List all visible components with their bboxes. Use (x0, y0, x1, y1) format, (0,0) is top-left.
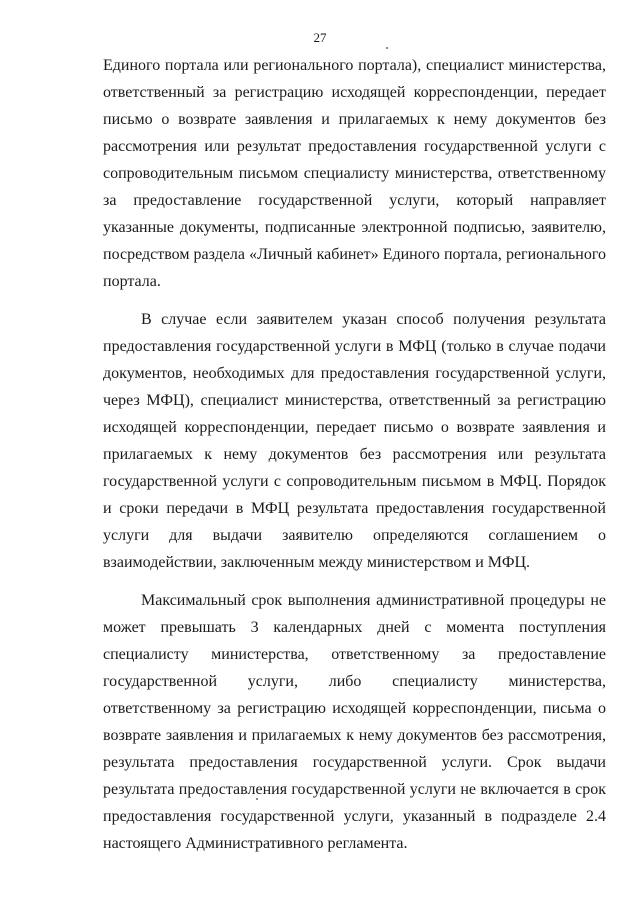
scan-speck (256, 798, 258, 800)
document-body (103, 52, 606, 868)
paragraph-mfc-delivery: В случае если заявителем указан способ получения результата предоставления государственной услуги в МФЦ (только в случае подачи документов, необходимых для предоставления государственной услуги, через МФЦ), специалист министерства, ответственный за регистрацию исходящей корреспонденции, передает письмо о возврате заявления и прилагаемых к нему документов без рассмотрения или результата государственной услуги с сопроводительным письмом в МФЦ. Порядок и сроки передачи в МФЦ результата предоставления государственной услуги для выдачи заявителю определяются соглашением о взаимодействии, заключенным между министерством и МФЦ. (103, 311, 606, 571)
page-number: 27 (313, 30, 327, 45)
paragraph-continuation: Единого портала или регионального портала), специалист министерства, ответственный за регистрацию исходящей корреспонденции, передает письмо о возврате заявления и прилагаемых к нему документов без рассмотрения или результат предоставления государственной услуги с сопроводительным письмом специалисту министерства, ответственному за предоставление государственной услуги, который направляет указанные документы, подписанные электронной подписью, заявителю, посредством раздела «Личный кабинет» Единого портала, регионального портала. (103, 57, 606, 290)
paragraph-maximum-term: Максимальный срок выполнения административной процедуры не может превышать 3 календарных дней с момента поступления специалисту министерства, ответственному за предоставление государственной услуги, либо специалисту министерства, ответственному за регистрацию исходящей корреспонденции, письма о возврате заявления и прилагаемых к нему документов без рассмотрения, результата предоставления государственной услуги. Срок выдачи результата предоставления государственной услуги не включается в срок предоставления государственной услуги, указанный в подразделе 2.4 настоящего Административного регламента. (103, 592, 606, 852)
scan-speck (386, 47, 388, 49)
